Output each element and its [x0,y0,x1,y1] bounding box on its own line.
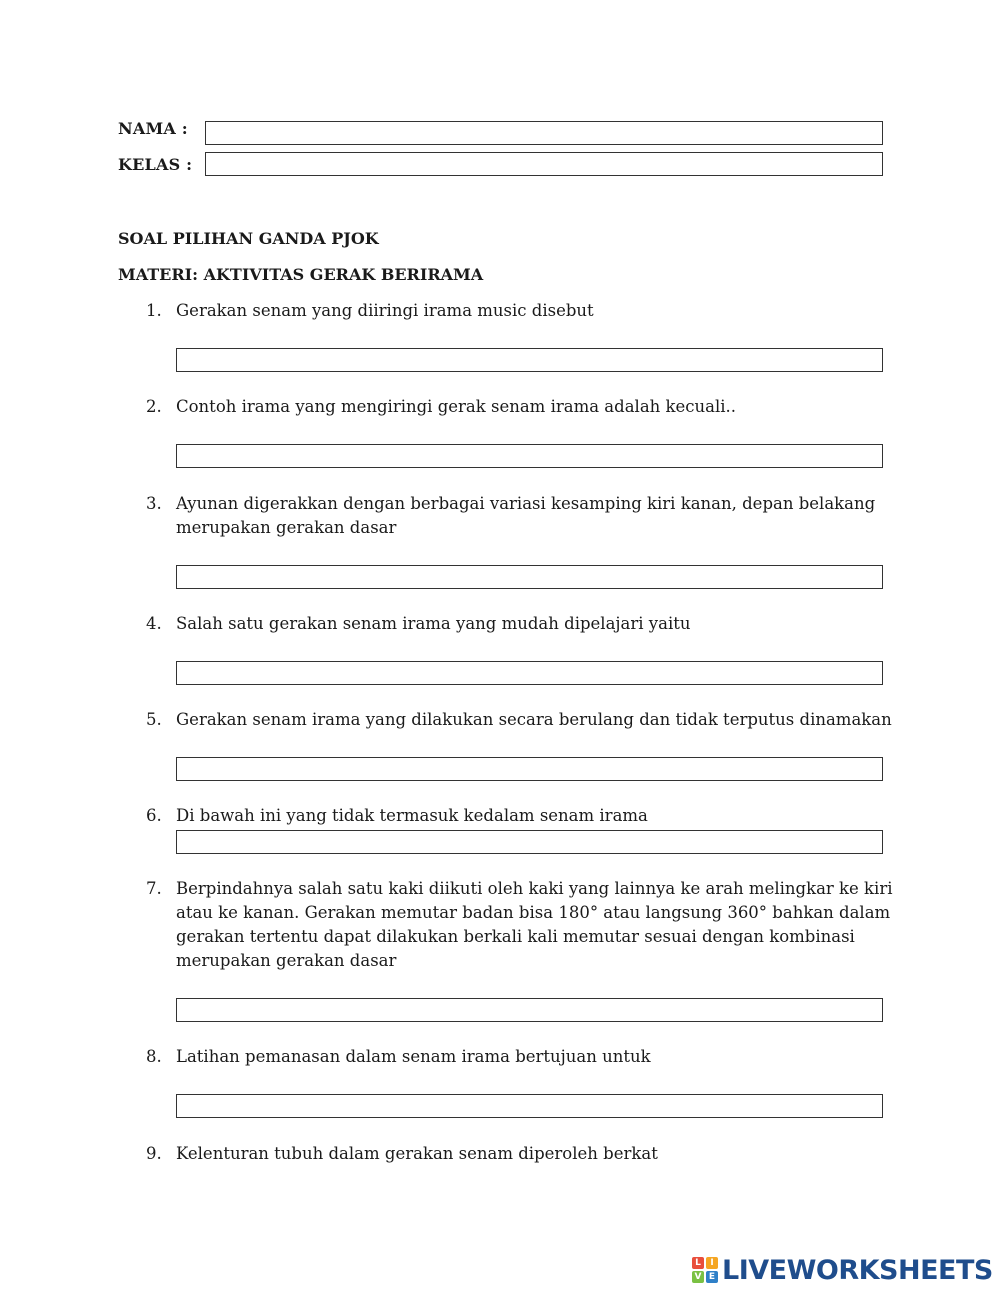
logo-letter: I [706,1257,718,1269]
question-text: Gerakan senam yang diiringi irama music disebut [176,301,594,320]
class-input[interactable] [205,152,883,176]
question-text: Ayunan digerakkan dengan berbagai variasi kesamping kiri kanan, depan belakang merupakan gerakan dasar [176,494,876,537]
question-text: Di bawah ini yang tidak termasuk kedalam senam irama [176,806,648,825]
question-number: 8. [146,1047,162,1066]
question-text: Contoh irama yang mengiringi gerak senam irama adalah kecuali.. [176,397,737,416]
question-number: 7. [146,879,162,898]
answer-input-4[interactable] [176,661,883,685]
question-number: 2. [146,397,162,416]
question-number: 4. [146,614,162,633]
name-input[interactable] [205,121,883,145]
question-text: Salah satu gerakan senam irama yang mudah dipelajari yaitu [176,614,691,633]
question-text: Berpindahnya salah satu kaki diikuti oleh kaki yang lainnya ke arah melingkar ke kiri atau ke kanan. Gerakan memutar badan bisa 180° atau langsung 360° bahkan dalam gerakan tertentu dapat dilakukan berkali kali memutar sesuai dengan kombinasi merupakan gerakan dasar [176,879,893,970]
logo-letter: V [692,1271,704,1283]
question-number: 6. [146,806,162,825]
name-label: NAMA : [118,119,188,138]
liveworksheets-logo [692,1255,993,1285]
question-number: 1. [146,301,162,320]
answer-input-3[interactable] [176,565,883,589]
class-label: KELAS : [118,155,193,174]
question-number: 5. [146,710,162,729]
question-number: 3. [146,494,162,513]
logo-text: LIVEWORKSHEETS [722,1254,993,1286]
answer-input-5[interactable] [176,757,883,781]
logo-letter: L [692,1257,704,1269]
question-text: Latihan pemanasan dalam senam irama bertujuan untuk [176,1047,651,1066]
logo-mark-icon [692,1257,718,1283]
question-text: Kelenturan tubuh dalam gerakan senam diperoleh berkat [176,1144,658,1163]
answer-input-6[interactable] [176,830,883,854]
answer-input-7[interactable] [176,998,883,1022]
answer-input-1[interactable] [176,348,883,372]
logo-letter: E [706,1271,718,1283]
question-number: 9. [146,1144,162,1163]
question-text: Gerakan senam irama yang dilakukan secara berulang dan tidak terputus dinamakan [176,710,892,729]
worksheet-title: SOAL PILIHAN GANDA PJOK [118,229,379,248]
worksheet-subtitle: MATERI: AKTIVITAS GERAK BERIRAMA [118,265,484,284]
answer-input-2[interactable] [176,444,883,468]
answer-input-8[interactable] [176,1094,883,1118]
